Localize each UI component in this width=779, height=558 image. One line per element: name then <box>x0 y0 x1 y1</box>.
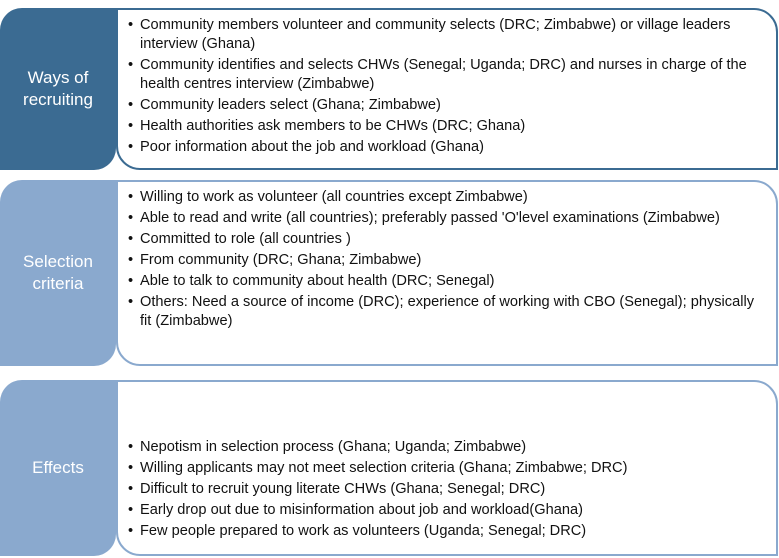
bullet-item: • From community (DRC; Ghana; Zimbabwe) <box>126 251 768 270</box>
bullet-item: • Early drop out due to misinformation about job and workload(Ghana) <box>126 501 768 520</box>
bullet-item: • Poor information about the job and workload (Ghana) <box>126 138 768 157</box>
bullet-item: • Difficult to recruit young literate CHWs (Ghana; Senegal; DRC) <box>126 480 768 499</box>
label-effects <box>0 380 116 556</box>
row-ways-of-recruiting <box>0 8 779 170</box>
bullet-item: • Community leaders select (Ghana; Zimbabwe) <box>126 96 768 115</box>
bullet-item: • Nepotism in selection process (Ghana; Uganda; Zimbabwe) <box>126 438 768 457</box>
bullet-item: • Few people prepared to work as volunteers (Uganda; Senegal; DRC) <box>126 522 768 541</box>
label-text: Effects <box>32 458 84 477</box>
bullet-item: • Committed to role (all countries ) <box>126 230 768 249</box>
bullet-item: • Others: Need a source of income (DRC); experience of working with CBO (Senegal); physically fit (Zimbabwe) <box>126 293 768 331</box>
bullet-list <box>126 188 768 331</box>
bullet-item: • Willing applicants may not meet selection criteria (Ghana; Zimbabwe; DRC) <box>126 459 768 478</box>
content-selection-criteria <box>116 180 778 366</box>
bullet-item: • Willing to work as volunteer (all countries except Zimbabwe) <box>126 188 768 207</box>
row-selection-criteria <box>0 180 779 366</box>
label-text: Selection criteria <box>23 252 93 293</box>
label-text: Ways of recruiting <box>23 68 93 109</box>
bullet-item: • Community members volunteer and community selects (DRC; Zimbabwe) or village leaders interview (Ghana) <box>126 16 768 54</box>
label-selection-criteria <box>0 180 116 366</box>
bullet-item: • Community identifies and selects CHWs (Senegal; Uganda; DRC) and nurses in charge of the health centres interview (Zimbabwe) <box>126 56 768 94</box>
bullet-item: • Able to talk to community about health (DRC; Senegal) <box>126 272 768 291</box>
row-effects <box>0 380 779 556</box>
label-ways-of-recruiting <box>0 8 116 170</box>
bullet-list <box>126 16 768 157</box>
bullet-item: • Able to read and write (all countries); preferably passed 'O'level examinations (Zimbabwe) <box>126 209 768 228</box>
bullet-item: • Health authorities ask members to be CHWs (DRC; Ghana) <box>126 117 768 136</box>
bullet-list <box>126 388 768 541</box>
content-effects <box>116 380 778 556</box>
content-ways-of-recruiting <box>116 8 778 170</box>
